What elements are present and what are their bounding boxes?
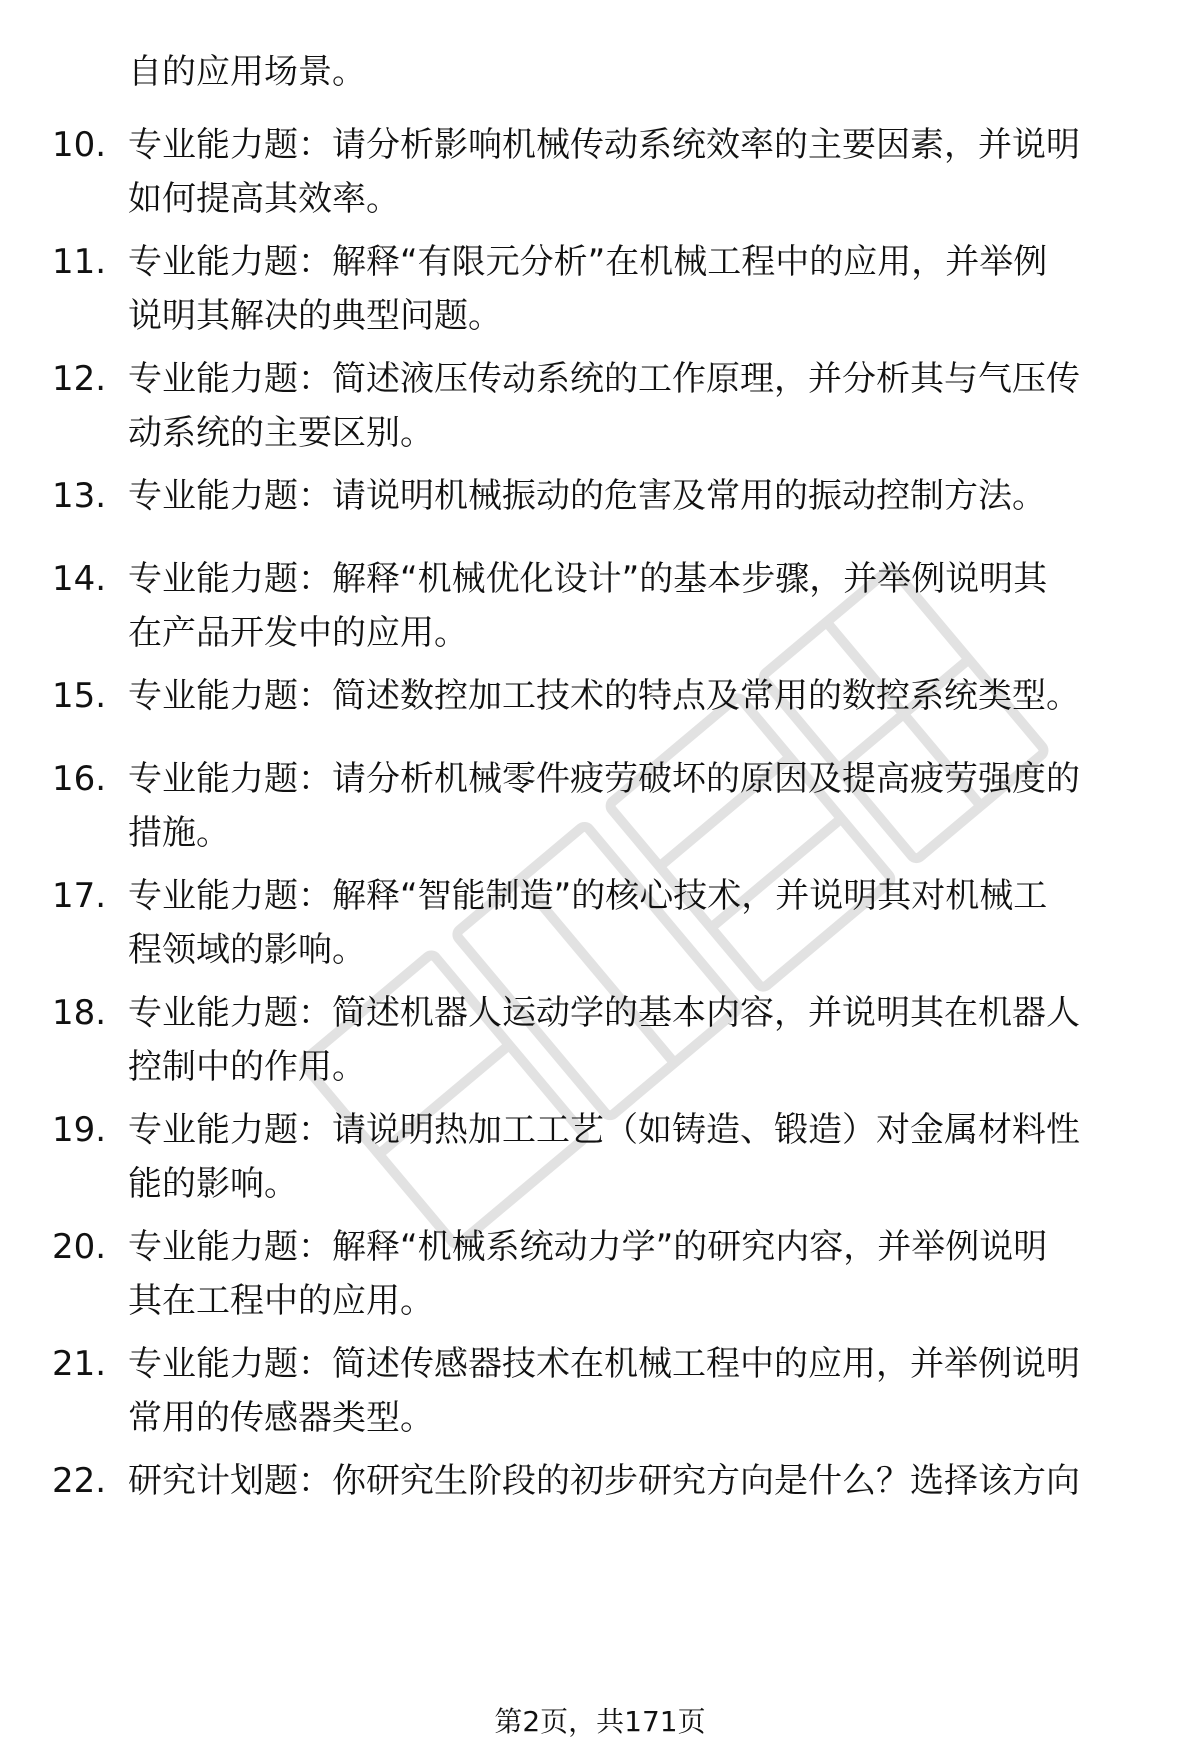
question-text-line-1: 专业能力题：简述传感器技术在机械工程中的应用，并举例说明 (128, 1344, 1080, 1384)
question-text-line-2: 程领域的影响。 (128, 930, 366, 970)
question-text-line-1: 专业能力题：请分析机械零件疲劳破坏的原因及提高疲劳强度的 (128, 759, 1080, 799)
question-number: 12. (52, 359, 107, 399)
question-number: 15. (52, 676, 107, 716)
question-text-line-1: 专业能力题：解释“智能制造”的核心技术，并说明其对机械工 (128, 876, 1048, 916)
question-number: 21. (52, 1344, 107, 1384)
question-number: 22. (52, 1461, 107, 1501)
question-text-line-2: 能的影响。 (128, 1164, 298, 1204)
question-number: 10. (52, 125, 107, 165)
question-text-line-1: 专业能力题：解释“机械优化设计”的基本步骤，并举例说明其 (128, 559, 1048, 599)
question-text-line-1: 专业能力题：请说明热加工工艺（如铸造、锻造）对金属材料性 (128, 1110, 1080, 1150)
continuation-text: 自的应用场景。 (128, 52, 366, 92)
question-text-line-1: 专业能力题：简述机器人运动学的基本内容，并说明其在机器人 (128, 993, 1080, 1033)
question-text-line-1: 专业能力题：解释“有限元分析”在机械工程中的应用，并举例 (128, 242, 1048, 282)
question-text-line-2: 控制中的作用。 (128, 1047, 366, 1087)
question-text-line-1: 专业能力题：请说明机械振动的危害及常用的振动控制方法。 (128, 476, 1046, 516)
question-text-line-2: 措施。 (128, 813, 230, 853)
question-number: 13. (52, 476, 107, 516)
question-number: 17. (52, 876, 107, 916)
question-number: 11. (52, 242, 107, 282)
question-text-line-1: 研究计划题：你研究生阶段的初步研究方向是什么？选择该方向 (128, 1461, 1080, 1501)
question-text-line-2: 如何提高其效率。 (128, 179, 400, 219)
question-text-line-1: 专业能力题：简述液压传动系统的工作原理，并分析其与气压传 (128, 359, 1080, 399)
question-text-line-1: 专业能力题：请分析影响机械传动系统效率的主要因素，并说明 (128, 125, 1080, 165)
question-text-line-1: 专业能力题：简述数控加工技术的特点及常用的数控系统类型。 (128, 676, 1080, 716)
question-text-line-2: 说明其解决的典型问题。 (128, 296, 502, 336)
question-number: 14. (52, 559, 107, 599)
question-text-line-1: 专业能力题：解释“机械系统动力学”的研究内容，并举例说明 (128, 1227, 1048, 1267)
question-text-line-2: 动系统的主要区别。 (128, 413, 434, 453)
question-number: 16. (52, 759, 107, 799)
question-number: 20. (52, 1227, 107, 1267)
question-text-line-2: 在产品开发中的应用。 (128, 613, 468, 653)
question-text-line-2: 其在工程中的应用。 (128, 1281, 434, 1321)
question-number: 18. (52, 993, 107, 1033)
question-text-line-2: 常用的传感器类型。 (128, 1398, 434, 1438)
page-footer: 第2页，共171页 (494, 1705, 706, 1738)
question-number: 19. (52, 1110, 107, 1150)
